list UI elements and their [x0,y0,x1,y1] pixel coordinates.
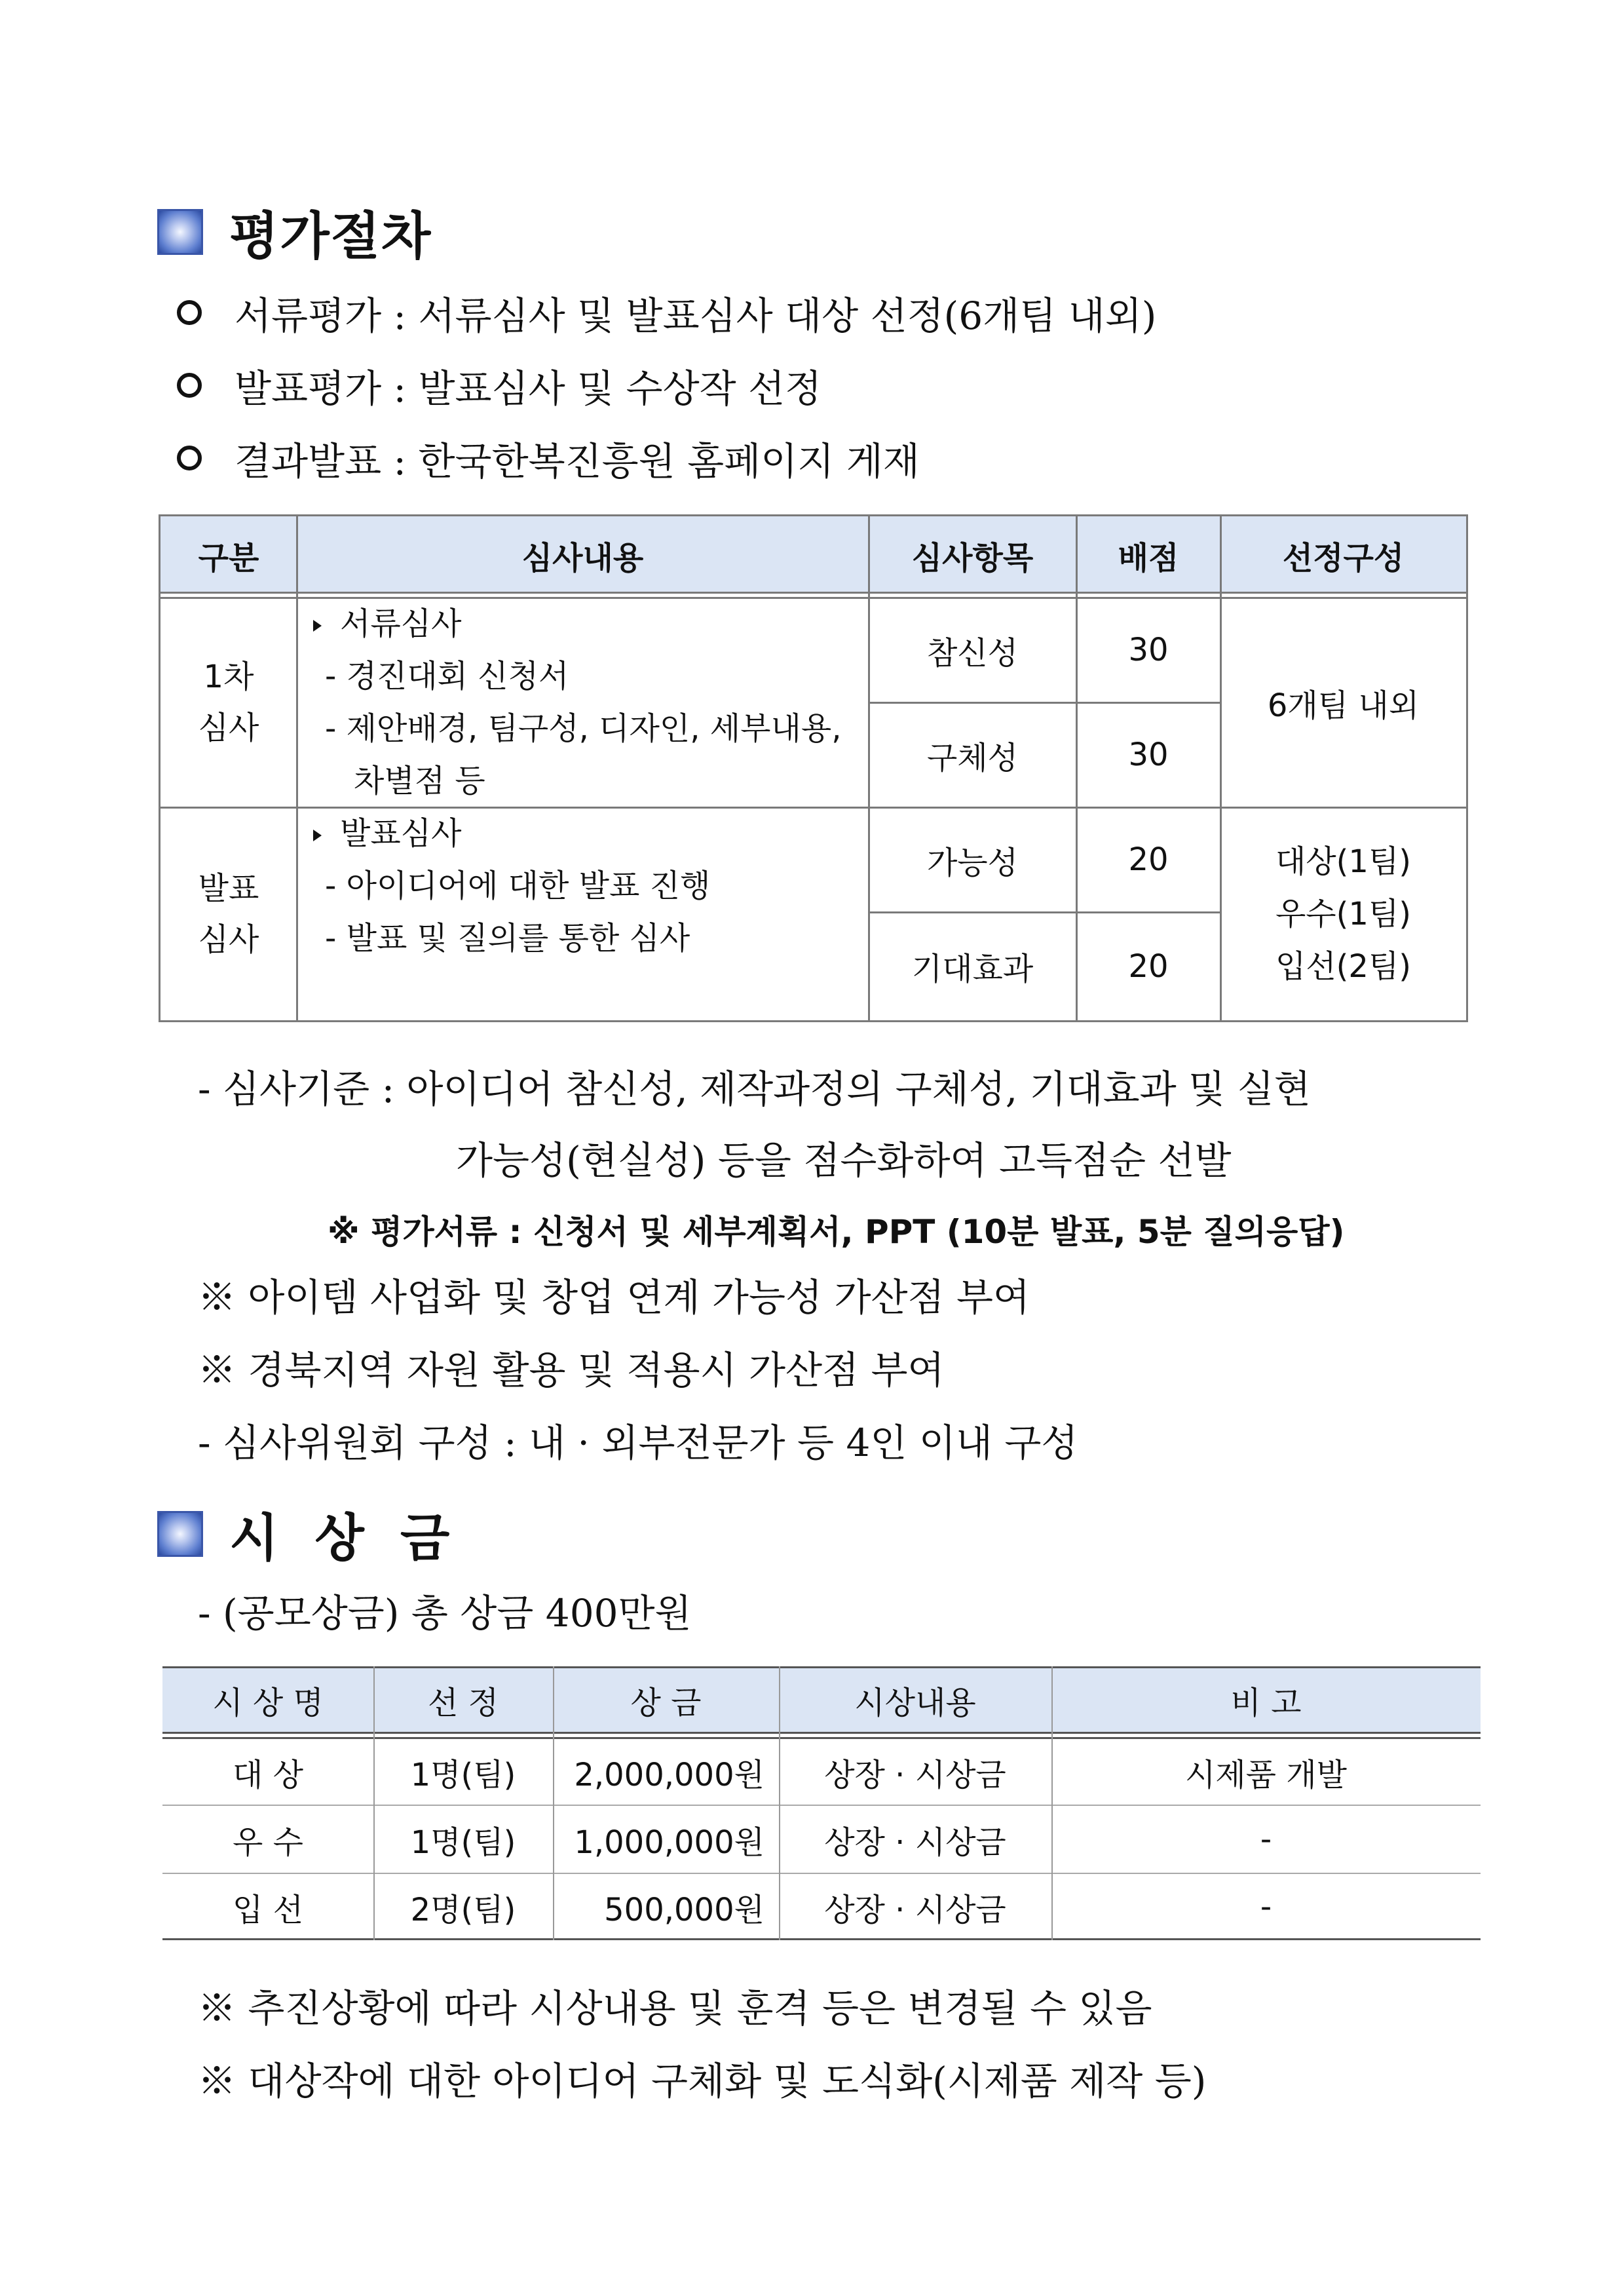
header-prize: 상 금 [553,1666,779,1733]
row1-content [297,598,869,807]
row1-item2-name: 구체성 [926,739,1019,776]
content-line: - 아이디어에 대한 발표 진행 [325,868,711,904]
section-heading-prize [157,1497,459,1571]
row-content: 상장 · 시상금 [824,1891,1006,1928]
header-score: 배점 [1076,516,1220,594]
row-prize: 2,000,000원 [574,1756,765,1793]
row2-content [297,807,869,1020]
table-divider [779,1666,780,1940]
row2-item2-score: 20 [1128,947,1169,985]
row-note: - [1260,1888,1272,1925]
bullet-result-announcement [177,430,920,486]
row-count: 1명(팀) [410,1824,516,1861]
row1-stage [161,598,297,807]
bullet-text: 결과발표 : 한국한복진흥원 홈페이지 게재 [235,439,920,484]
row-award-name: 우 수 [233,1824,303,1861]
stage-line: 1차 [203,659,254,695]
table-divider [162,1732,1481,1734]
note-2: ※ 대상작에 대한 아이디어 구체화 및 도식화(시제품 제작 등) [198,2059,1207,2103]
circle-bullet-icon [177,373,202,398]
table-divider [162,1938,1481,1940]
table-divider [162,1805,1481,1806]
row1-item1-name: 참신성 [926,634,1019,672]
triangle-bullet-icon [313,830,322,841]
selection-line: 우수(1팀) [1275,895,1412,932]
header-category: 구분 [161,516,297,594]
table-divider [868,516,870,1020]
content-title: 발표심사 [340,815,462,852]
content-line [313,807,461,860]
stage-line: 심사 [198,710,259,746]
row-count: 2명(팀) [410,1891,516,1928]
content-line: - 발표 및 질의를 통한 심사 [325,920,690,957]
content-line: - 경진대회 신청서 [325,658,569,695]
documents-note: ※ 평가서류 : 신청서 및 세부계획서, PPT (10분 발표, 5분 질의응답) [328,1213,1345,1251]
table-divider [1051,1666,1053,1940]
criteria-line1: - 심사기준 : 아이디어 참신성, 제작과정의 구체성, 기대효과 및 실현 [198,1067,1311,1111]
stage-line: 심사 [198,921,259,958]
bullet-presentation-review [177,358,821,413]
bullet-text: 발표평가 : 발표심사 및 수상작 선정 [235,366,822,411]
content-line: 차별점 등 [354,763,485,799]
table-divider [1220,516,1222,1020]
row-prize: 500,000원 [604,1891,765,1928]
header-selection: 선정구성 [1220,516,1466,594]
note-1: ※ 추진상황에 따라 시상내용 및 훈격 등은 변경될 수 있음 [198,1986,1152,2031]
row-count: 1명(팀) [410,1756,516,1793]
table-divider [553,1666,554,1940]
circle-bullet-icon [177,446,202,470]
row1-item2-score: 30 [1128,737,1169,773]
bullet-text: 서류평가 : 서류심사 및 발표심사 대상 선정(6개팀 내외) [235,294,1157,338]
committee-note: - 심사위원회 구성 : 내 · 외부전문가 등 4인 이내 구성 [198,1421,1078,1465]
table-divider [161,597,1466,599]
row2-item2-name: 기대효과 [911,951,1034,987]
row-award-name: 입 선 [233,1891,303,1928]
row-content: 상장 · 시상금 [824,1824,1006,1861]
section-title: 시 상 금 [229,1509,459,1568]
header-content: 심사내용 [297,516,869,594]
row2-selection [1220,807,1466,1020]
table-divider [373,1666,375,1940]
table-divider [162,1666,1481,1668]
evaluation-table [159,514,1468,1022]
heading-square-icon [157,1511,203,1557]
row-award-name: 대 상 [233,1756,303,1793]
prize-table [162,1666,1481,1940]
bullet-document-review [177,285,1156,340]
header-items: 심사항목 [869,516,1076,594]
table-divider [162,1873,1481,1874]
content-title: 서류심사 [340,605,462,642]
section-title: 평가절차 [229,207,432,266]
table-divider [1076,516,1078,1020]
row-prize: 1,000,000원 [574,1824,765,1861]
criteria-line2: 가능성(현실성) 등을 점수화하여 고득점순 선발 [456,1138,1232,1183]
heading-square-icon [157,209,203,255]
row-note: - [1260,1821,1272,1858]
row2-item1-name: 가능성 [926,844,1019,881]
selection-line: 입선(2팀) [1275,947,1412,985]
total-prize: - (공모상금) 총 상금 400만원 [198,1591,692,1636]
table-divider [296,516,298,1020]
header-selection: 선 정 [373,1666,553,1733]
table-divider [161,592,1466,594]
header-note: 비 고 [1051,1666,1481,1733]
header-award-name: 시 상 명 [162,1666,373,1733]
section-heading-evaluation [157,195,432,269]
row1-item1-score: 30 [1128,632,1169,668]
row2-item1-score: 20 [1128,841,1169,878]
table-divider [162,1737,1481,1739]
content-line [313,598,461,650]
triangle-bullet-icon [313,620,322,632]
content-line: - 제안배경, 팀구성, 디자인, 세부내용, [325,710,842,747]
stage-line: 발표 [198,870,259,907]
row-note: 시제품 개발 [1184,1756,1348,1793]
header-award-content: 시상내용 [779,1666,1051,1733]
selection-line: 대상(1팀) [1275,843,1412,880]
row-content: 상장 · 시상금 [824,1756,1006,1793]
bonus-note-2: ※ 경북지역 자원 활용 및 적용시 가산점 부여 [198,1348,945,1392]
table-divider [869,702,1220,704]
table-divider [161,807,1466,809]
row2-stage [161,807,297,1020]
circle-bullet-icon [177,300,202,325]
table-divider [869,911,1220,913]
row1-selection: 6개팀 내외 [1267,687,1420,724]
bonus-note-1: ※ 아이템 사업화 및 창업 연계 가능성 가산점 부여 [198,1275,1030,1320]
